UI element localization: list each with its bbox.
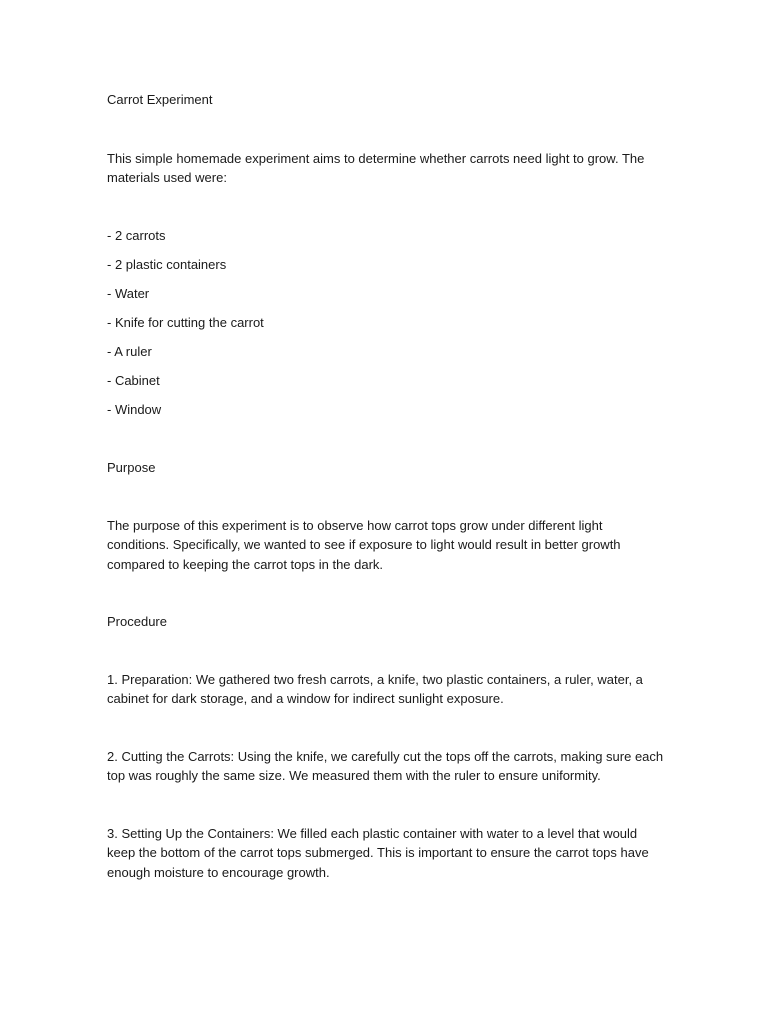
- procedure-step: 1. Preparation: We gathered two fresh carrots, a knife, two plastic containers, a ruler, water, a cabinet for dark storage, and a window for indirect sunlight exposure.: [107, 672, 643, 707]
- document-title: Carrot Experiment: [107, 92, 213, 107]
- material-item: - Water: [107, 286, 150, 301]
- material-item: - Knife for cutting the carrot: [107, 315, 264, 330]
- material-item: - A ruler: [107, 344, 152, 359]
- purpose-paragraph: The purpose of this experiment is to observe how carrot tops grow under different light conditions. Specifically, we wanted to see if exposure to light would result in better growth compared to keeping the carrot tops in the dark.: [107, 518, 621, 572]
- material-item: - 2 plastic containers: [107, 257, 227, 272]
- procedure-step: 3. Setting Up the Containers: We filled each plastic container with water to a level that would keep the bottom of the carrot tops submerged. This is important to ensure the carrot tops have enough moisture to encourage growth.: [107, 826, 649, 880]
- material-item: - Window: [107, 402, 162, 417]
- purpose-heading: Purpose: [107, 460, 156, 475]
- procedure-heading: Procedure: [107, 614, 167, 629]
- intro-paragraph: This simple homemade experiment aims to determine whether carrots need light to grow. The materials used were:: [107, 151, 645, 186]
- procedure-step: 2. Cutting the Carrots: Using the knife, we carefully cut the tops off the carrots, making sure each top was roughly the same size. We measured them with the ruler to ensure uniformity.: [107, 749, 664, 784]
- material-item: - 2 carrots: [107, 228, 166, 243]
- material-item: - Cabinet: [107, 373, 160, 388]
